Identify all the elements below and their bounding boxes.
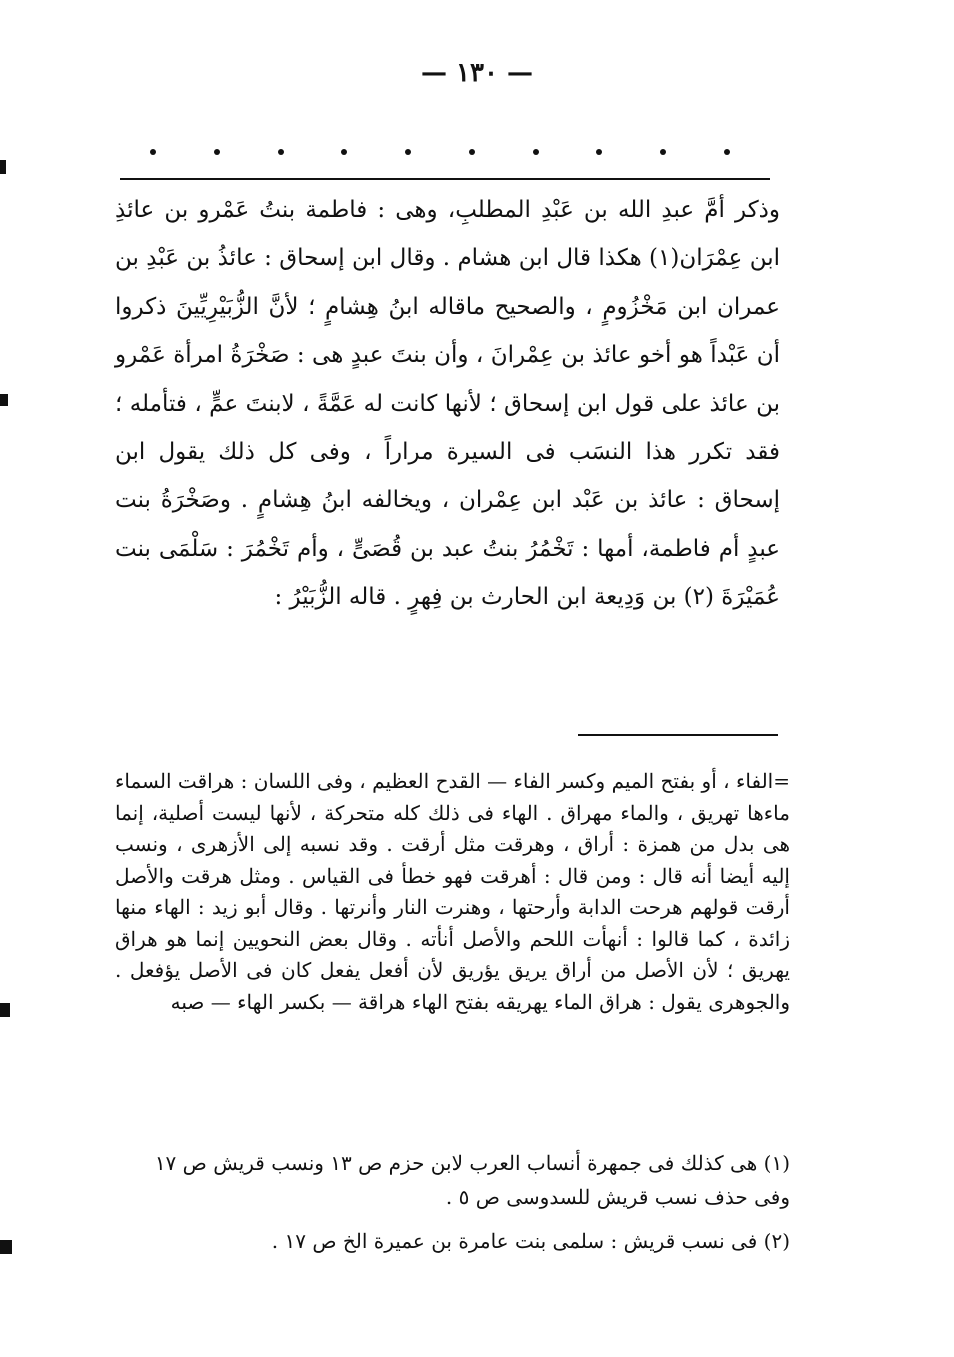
separator-dot	[533, 149, 539, 155]
separator-dot	[214, 149, 220, 155]
top-rule	[120, 178, 770, 180]
separator-dot	[596, 149, 602, 155]
footnote-rule	[578, 734, 778, 736]
separator-dot	[405, 149, 411, 155]
page-number: — ١٣٠ —	[420, 58, 534, 88]
footnote-list	[115, 1146, 790, 1268]
footnote-2: (٢) فى نسب قريش : سلمى بنت عامرة بن عميرة الخ ص ١٧ .	[271, 1229, 790, 1253]
footnote-continuation-text: =الفاء ، أو بفتح الميم وكسر الفاء — القدح العظيم ، وفى اللسان : هراقت السماء ماءها تهريق ، والماء مهراق . الهاء فى ذلك كله متحركة ، لأنها ليست أصلية، إنما هى بدل من همزة : أراق ، وهرقت مثل أرقت . وقد نسبه إلى الأزهرى ، ونسب إليه أيضا أنه قال : ومن قال : أهرقت فهو خطأ فى القياس . ومثل هرقت والأصل أرقت قولهم هرحت الدابة وأرحتها ، وهنرت النار وأنرتها . وقال أبو زيد : الهاء منها زائدة ، كما قالوا : أنهأت اللحم والأصل أنأته . وقال بعض النحويين إنما هو هراق يهريق ؛ لأن الأصل من أراق يريق يؤريق لأن أفعل يفعل كان فى الأصل يؤفعل . والجوهرى يقول : هراق الماء يهريقه بفتح الهاء هراقة — بكسر الهاء — صبه	[115, 769, 790, 1014]
scan-mark	[0, 1240, 12, 1254]
scan-mark	[0, 160, 6, 174]
scan-mark	[0, 394, 8, 406]
main-paragraph: وذكر أمَّ عبدِ الله بن عَبْدِ المطلبِ، وهى : فاطمة بنتُ عَمْرو بن عائذِ ابن عِمْرَان(١) هكذا قال ابن هشام . وقال ابن إسحاق : عائذُ بن عَبْدِ بن عمران ابن مَخْزُومٍ ، والصحيح ماقاله ابنُ هِشامٍ ؛ لأنَّ الزُّبَيْرِيِّينَ ذكروا أن عَبْداً هو أخو عائذ بن عِمْرانَ ، وأن بنتَ عبدٍ هى : صَخْرَةُ امرأة عَمْرو بن عائذ على قول ابن إسحاق ؛ لأنها كانت له عَمَّةً ، لابنتَ عمٍّ ، فتأمله ؛ فقد تكرر هذا النسَب فى السيرة مراراً ، وفى كل ذلك يقول ابن إسحاق : عائذ بن عَبْد ابن عِمْران ، ويخالفه ابنُ هِشامٍ . وصَخْرَةُ بنت عبدٍ أم فاطمة، أمها : تَخْمُرُ بنتُ عبد بن قُصَىٍّ ، وأم تَخْمُرَ : سَلْمَى بنت عُمَيْرَةَ (٢) بن وَدِيعة ابن الحارث بن فِهرٍ . قاله الزُّبَيْرُ :	[115, 197, 780, 611]
footnote-continuation	[115, 766, 790, 1018]
separator-dot	[660, 149, 666, 155]
main-body	[115, 186, 780, 622]
separator-dot	[469, 149, 475, 155]
footnote-1: (١) هى كذلك فى جمهرة أنساب العرب لابن حزم ص ١٣ ونسب قريش ص ١٧ وفى حذف نسب قريش للسدوسى ص ٥ .	[154, 1151, 790, 1209]
separator-dot	[150, 149, 156, 155]
separator-dot	[724, 149, 730, 155]
separator-dot	[341, 149, 347, 155]
separator-dot	[278, 149, 284, 155]
scan-mark	[0, 1003, 10, 1017]
section-separator-dots	[150, 140, 730, 164]
